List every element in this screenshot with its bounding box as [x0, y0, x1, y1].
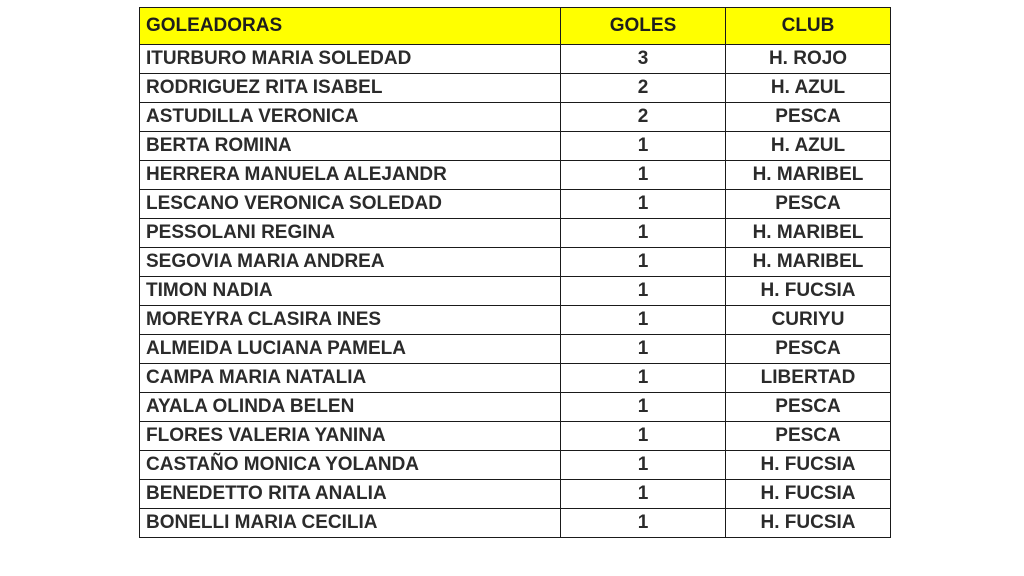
- scorer-goals: 1: [561, 451, 726, 480]
- scorer-goals: 2: [561, 103, 726, 132]
- scorer-club: CURIYU: [726, 306, 891, 335]
- table-row: [140, 451, 891, 480]
- scorer-club: LIBERTAD: [726, 364, 891, 393]
- scorer-goals: 1: [561, 364, 726, 393]
- scorer-goals: 1: [561, 480, 726, 509]
- scorer-goals: 1: [561, 422, 726, 451]
- scorer-name: ITURBURO MARIA SOLEDAD: [140, 45, 561, 74]
- header-scorers: GOLEADORAS: [140, 8, 561, 45]
- header-goals: GOLES: [561, 8, 726, 45]
- header-row: [140, 8, 891, 45]
- scorer-club: H. ROJO: [726, 45, 891, 74]
- scorers-table: [139, 7, 891, 538]
- scorer-goals: 1: [561, 248, 726, 277]
- table-row: [140, 335, 891, 364]
- table-row: [140, 364, 891, 393]
- scorer-club: H. FUCSIA: [726, 480, 891, 509]
- scorer-club: PESCA: [726, 190, 891, 219]
- scorer-club: H. MARIBEL: [726, 219, 891, 248]
- scorer-club: H. MARIBEL: [726, 248, 891, 277]
- table-row: [140, 277, 891, 306]
- scorer-club: H. MARIBEL: [726, 161, 891, 190]
- scorer-name: BONELLI MARIA CECILIA: [140, 509, 561, 538]
- scorer-goals: 1: [561, 161, 726, 190]
- table-row: [140, 306, 891, 335]
- scorer-goals: 1: [561, 190, 726, 219]
- scorer-goals: 1: [561, 277, 726, 306]
- scorers-sheet: [139, 7, 890, 538]
- scorer-goals: 1: [561, 306, 726, 335]
- scorer-goals: 1: [561, 393, 726, 422]
- scorer-goals: 1: [561, 132, 726, 161]
- scorer-name: PESSOLANI REGINA: [140, 219, 561, 248]
- scorer-club: PESCA: [726, 393, 891, 422]
- table-row: [140, 132, 891, 161]
- table-row: [140, 103, 891, 132]
- scorer-club: H. AZUL: [726, 132, 891, 161]
- scorer-name: FLORES VALERIA YANINA: [140, 422, 561, 451]
- header-club: CLUB: [726, 8, 891, 45]
- scorer-name: TIMON NADIA: [140, 277, 561, 306]
- scorer-name: CASTAÑO MONICA YOLANDA: [140, 451, 561, 480]
- table-body: [140, 45, 891, 538]
- scorer-club: H. FUCSIA: [726, 509, 891, 538]
- table-row: [140, 45, 891, 74]
- table-row: [140, 248, 891, 277]
- scorer-name: MOREYRA CLASIRA INES: [140, 306, 561, 335]
- table-row: [140, 480, 891, 509]
- scorer-club: H. FUCSIA: [726, 277, 891, 306]
- scorer-name: RODRIGUEZ RITA ISABEL: [140, 74, 561, 103]
- scorer-club: PESCA: [726, 103, 891, 132]
- scorer-name: ALMEIDA LUCIANA PAMELA: [140, 335, 561, 364]
- scorer-club: H. FUCSIA: [726, 451, 891, 480]
- scorer-goals: 3: [561, 45, 726, 74]
- scorer-goals: 2: [561, 74, 726, 103]
- scorer-club: PESCA: [726, 335, 891, 364]
- table-row: [140, 422, 891, 451]
- scorer-name: LESCANO VERONICA SOLEDAD: [140, 190, 561, 219]
- table-row: [140, 219, 891, 248]
- table-row: [140, 509, 891, 538]
- scorer-goals: 1: [561, 509, 726, 538]
- scorer-goals: 1: [561, 219, 726, 248]
- scorer-name: AYALA OLINDA BELEN: [140, 393, 561, 422]
- scorer-name: SEGOVIA MARIA ANDREA: [140, 248, 561, 277]
- table-row: [140, 393, 891, 422]
- scorer-name: HERRERA MANUELA ALEJANDR: [140, 161, 561, 190]
- table-row: [140, 161, 891, 190]
- table-row: [140, 190, 891, 219]
- scorer-goals: 1: [561, 335, 726, 364]
- table-row: [140, 74, 891, 103]
- scorer-club: PESCA: [726, 422, 891, 451]
- scorer-club: H. AZUL: [726, 74, 891, 103]
- scorer-name: BERTA ROMINA: [140, 132, 561, 161]
- scorer-name: BENEDETTO RITA ANALIA: [140, 480, 561, 509]
- scorer-name: CAMPA MARIA NATALIA: [140, 364, 561, 393]
- scorer-name: ASTUDILLA VERONICA: [140, 103, 561, 132]
